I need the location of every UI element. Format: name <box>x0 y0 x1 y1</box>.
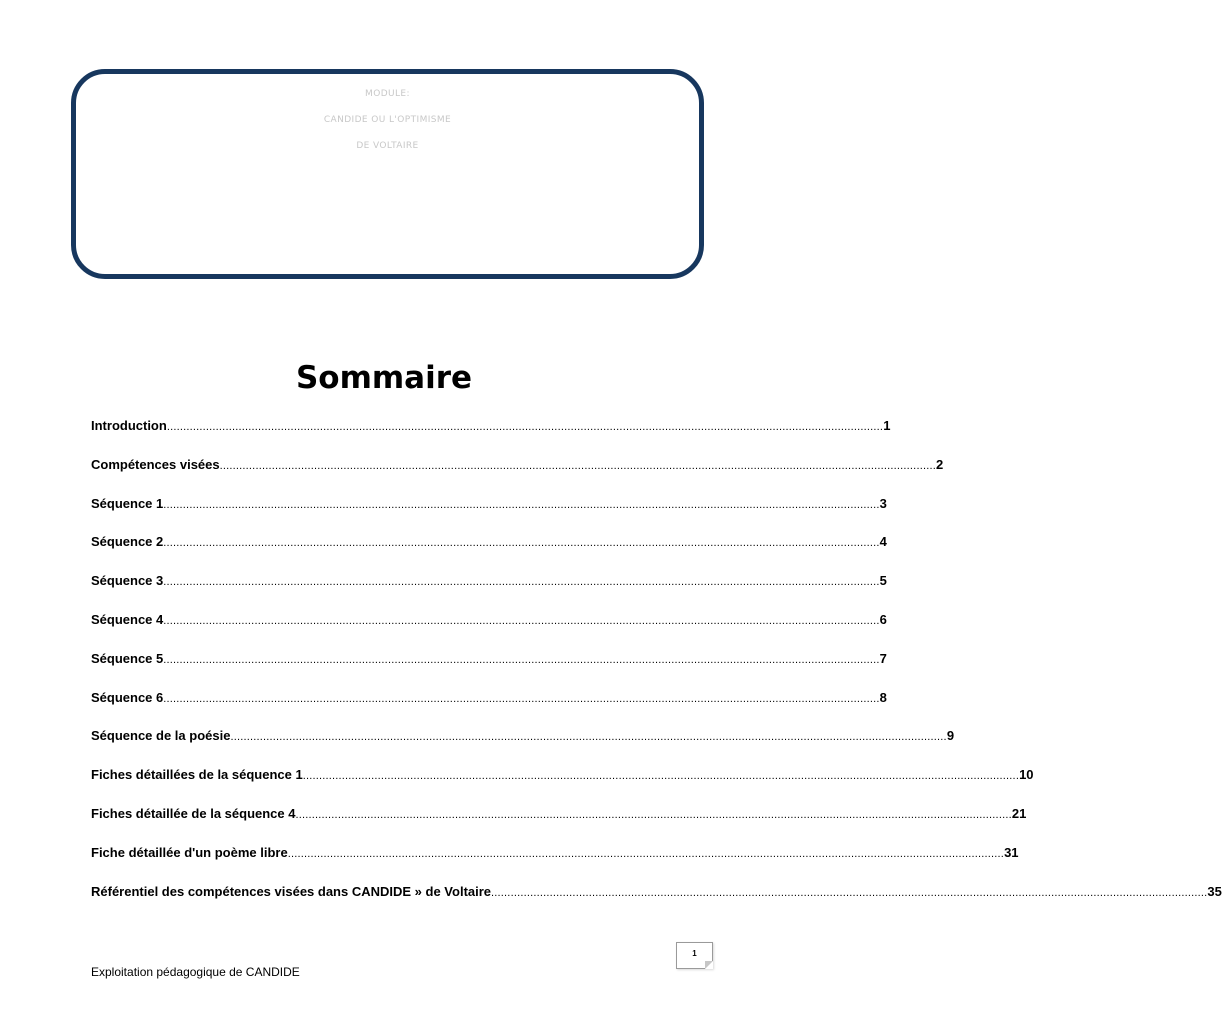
toc-entry-label: Séquence 3 <box>91 573 164 589</box>
toc-entry-page: 1 <box>883 418 891 433</box>
module-line: DE VOLTAIRE <box>356 141 419 151</box>
page-number: 1 <box>692 949 697 958</box>
toc-entry-page: 10 <box>1019 767 1034 783</box>
toc-entry-label: Séquence 6 <box>91 689 164 705</box>
toc-entry-competences[interactable] <box>91 456 944 496</box>
module-line: CANDIDE OU L'OPTIMISME <box>323 115 452 125</box>
toc-entry-label: Séquence de la poésie <box>91 728 231 744</box>
toc-entry-label: Fiches détaillée de la séquence 4 <box>91 805 296 821</box>
toc-entry-page: 21 <box>1011 805 1027 821</box>
toc-entry-label: Fiche détaillée d'un poème libre <box>91 844 288 860</box>
toc-entry-label: Séquence 2 <box>91 534 164 550</box>
toc-entry-referentiel[interactable] <box>91 883 1222 923</box>
toc-entry-sequence-3[interactable] <box>91 573 887 612</box>
module-line: MODULE: <box>365 89 410 99</box>
toc-entry-fiches-sequence-1[interactable] <box>91 767 1034 806</box>
toc-leader: ............................................................................................................................................................................................................................ <box>287 847 1005 860</box>
toc-leader: ............................................................................................................................................................................................................................ <box>163 537 880 550</box>
toc-leader: ............................................................................................................................................................................................................................ <box>230 731 947 744</box>
toc-entry-sequence-6[interactable] <box>91 689 887 729</box>
toc-leader: ............................................................................................................................................................................................................................ <box>163 498 880 511</box>
toc-entry-page: 7 <box>879 650 887 666</box>
toc-entry-label: Référentiel des compétences visées dans CANDIDE » de Voltaire <box>91 883 492 899</box>
footer-text: Exploitation pédagogique de CANDIDE <box>91 965 300 979</box>
toc-entry-page: 2 <box>935 456 944 472</box>
toc-entry-fiches-sequence-4[interactable] <box>91 805 1027 845</box>
toc-entry-label: Fiches détaillées de la séquence 1 <box>91 767 303 783</box>
toc-entry-label: Séquence 5 <box>91 650 164 666</box>
toc-leader: ............................................................................................................................................................................................................................ <box>166 421 884 433</box>
toc-leader: ............................................................................................................................................................................................................................ <box>163 576 880 589</box>
toc-leader: ............................................................................................................................................................................................................................ <box>163 692 880 705</box>
toc-leader: ............................................................................................................................................................................................................................ <box>163 614 880 627</box>
toc-leader: ............................................................................................................................................................................................................................ <box>163 653 880 666</box>
toc-entry-page: 3 <box>879 495 887 511</box>
toc-entry-page: 6 <box>879 611 887 627</box>
toc-entry-label: Introduction <box>91 418 167 433</box>
toc-leader: ............................................................................................................................................................................................................................ <box>491 886 1208 899</box>
toc-entry-introduction[interactable] <box>91 418 891 457</box>
toc-entry-page: 4 <box>879 534 887 550</box>
toc-entry-sequence-4[interactable] <box>91 611 887 651</box>
toc-entry-fiche-poeme-libre[interactable] <box>91 844 1019 884</box>
toc-entry-sequence-5[interactable] <box>91 650 887 690</box>
toc-leader: ............................................................................................................................................................................................................................ <box>219 459 936 472</box>
table-of-contents <box>91 418 1222 922</box>
toc-entry-label: Compétences visées <box>91 456 220 472</box>
page-title: Sommaire <box>295 360 473 396</box>
toc-leader: ............................................................................................................................................................................................................................ <box>302 770 1020 783</box>
toc-entry-page: 31 <box>1004 844 1019 860</box>
toc-entry-label: Séquence 4 <box>91 611 164 627</box>
toc-entry-page: 9 <box>946 728 955 744</box>
toc-entry-sequence-1[interactable] <box>91 495 887 535</box>
toc-leader: ............................................................................................................................................................................................................................ <box>295 808 1012 821</box>
toc-entry-sequence-poesie[interactable] <box>91 728 955 767</box>
toc-entry-page: 5 <box>879 573 887 589</box>
module-box <box>71 69 704 279</box>
toc-entry-page: 35 <box>1207 883 1222 899</box>
toc-entry-label: Séquence 1 <box>91 495 164 511</box>
toc-entry-page: 8 <box>879 689 887 705</box>
toc-entry-sequence-2[interactable] <box>91 534 887 573</box>
module-title <box>76 88 699 166</box>
page-number-box <box>676 942 713 969</box>
